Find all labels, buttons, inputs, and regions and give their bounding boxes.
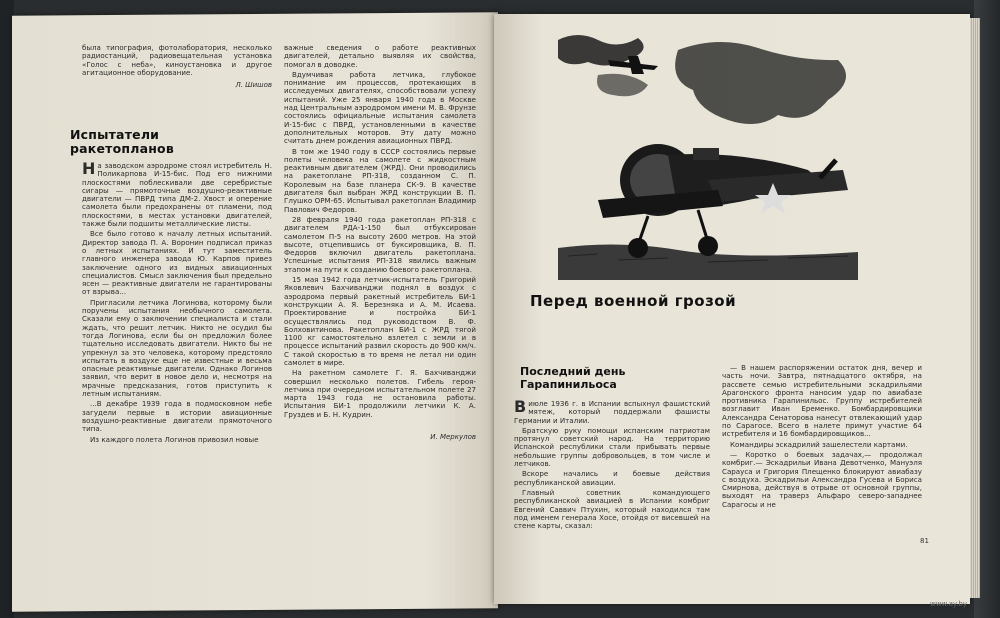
cloud-shapes: [558, 35, 846, 124]
left-col2-p2: Вдумчивая работа летчика, глубокое понимание им процессов, протекающих в исследуемых двигателях, способствовали успеху испытаний. Уже 25 января 1940 года в Москве над Центральным аэродромом имени М. В. Фрунзе состоялись официальные испытания самолета И-15-бис с ПВРД, установленными в качестве дополнительных моторов. Эту дату можно считать днем рождения авиационных ПВРД.: [284, 69, 476, 146]
left-col2-p4: 28 февраля 1940 года ракетоплан РП-318 с двигателем РДА-1-150 был отбуксирован самолетом П-5 на высоту 2600 метров. На этой высоте, отцепившись от буксировщика, В. П. Федоров включил двигатель ракетоплана. Успешные испытания РП-318 явились важным этапом на пути к созданию боевого ракетоплана.: [284, 214, 476, 274]
left-col1-p3: Пригласили летчика Логинова, которому были поручены испытания необычного самолета. Сказали ему о заключении специалиста и стали ждать, что решит летчик. Никто не осудил бы тогда Логинова, если бы он предложил более тщательно исследовать двигатели. Никто бы не упрекнул за это человека, которому предстояло испытать в воздухе еще не известные и весьма опасные реактивные двигатели. Однако Логинов заявил, что верит в новое дело и, несмотря на мрачные предсказания, готов приступить к летным испытаниям.: [82, 297, 272, 399]
left-col2-p3: В том же 1940 году в СССР состоялись первые полеты человека на самолете с жидкостным реактивным двигателем (ЖРД). Они проводились на ракетоплане РП-318, созданном С. П. Королевым на базе планера СК-9. В качестве двигателя был выбран ЖРД конструкции В. П. Глушко ОРМ-65. Испытывал ракетоплан Владимир Павлович Федоров.: [284, 146, 476, 214]
right-subheading: [520, 365, 625, 391]
left-col1-p4: ...В декабре 1939 года в подмосковном небе загудели первые в истории авиационные воздушно-реактивные двигатели прямоточного типа.: [82, 399, 272, 434]
left-col2-signature: И. Меркулов: [430, 433, 476, 442]
left-heading: [70, 128, 174, 156]
fighter-plane-illustration: [558, 30, 858, 280]
left-heading-line2: ракетопланов: [70, 141, 174, 156]
right-col1-p4: Главный советник командующего республиканской авиацией в Испании комбриг Евгений Саввич Птухин, который находился там под именем генерала Хосе, отойдя от висевшей на стене карты, сказал:: [514, 487, 710, 531]
left-col1-p1: а заводском аэродроме стоял истребитель Н. Поликарпова И-15-бис. Под его нижними плоскостями поблескивали две серебристые сигары — прямоточные воздушно-реактивные двигатели — ПВРД типа ДМ-2. Хвост и оперение самолета были предохранены от пламени, под плоскостями, в местах установки двигателей, также были подшиты металлические листы.: [82, 161, 272, 229]
right-subheading-line2: Гарапинильоса: [520, 378, 617, 391]
left-col1-p5: Из каждого полета Логинов привозил новые: [90, 434, 259, 444]
page-edges: [970, 18, 980, 598]
right-col2-p3: — Коротко о боевых задачах,— продолжал комбриг.— Эскадрильи Ивана Девотченко, Мануэля Сарауса и Григория Плещенко блокируют авиабазу с воздуха. Эскадрильи Александра Гусева и Бориса Смирнова, действуя в отрыве от основной группы, выходят на траверз Альфаро северо-западнее Сарагосы и не: [722, 449, 922, 509]
right-column-1: [514, 397, 710, 532]
left-dropcap: Н: [82, 159, 96, 178]
right-col2-p2: Командиры эскадрилий зашелестели картами.: [730, 439, 908, 449]
right-column-2: [722, 364, 922, 511]
left-col2-p6: На ракетном самолете Г. Я. Бахчиванджи совершил несколько полетов. Гибель героя-летчика при очередном испытательном полете 27 марта 1943 года не остановила работы. Испытания БИ-1 продолжили летчики К. А. Груздев и Б. Н. Кудрин.: [284, 368, 476, 419]
left-top-fragment: [82, 44, 272, 93]
fighter-plane: [598, 144, 848, 258]
left-col2-p1: важные сведения о работе реактивных двигателей, детально выявляя их свойства, помогал в доводке.: [284, 43, 476, 69]
right-col2-p1: — В нашем распоряжении остаток дня, вечер и часть ночи. Завтра, пятнадцатого октября, на рассвете семью истребительными эскадрильями Арагонского фронта наносим удар по авиабазе противника Гарапинильос. Группу истребителей возглавит Иван Еременко. Бомбардировщики Александра Сенаторова нанесут отвлекающий удар по Сарагосе. Всего в налете примут участие 64 истребителя и 16 бомбардировщиков...: [722, 363, 922, 439]
right-col1-p2: Братскую руку помощи испанским патриотам протянул советский народ. На территорию Испанской республики стали прибывать первые небольшие группы добровольцев, в том числе и летчиков.: [514, 425, 710, 469]
left-col1-p2: Все было готово к началу летных испытаний. Директор завода П. А. Воронин подписал приказ о летных испытаниях. И тут заместитель главного инженера завода Ю. Карпов привез заключение одного из видных авиационных специалистов. Смысл заключения был предельно ясен — реактивные двигатели не гарантированы от взрыва...: [82, 229, 272, 297]
watermark: www.ay.by: [930, 600, 968, 608]
right-dropcap: В: [514, 397, 527, 416]
left-column-2: [284, 44, 476, 445]
left-top-signature: Л. Шишов: [235, 81, 272, 90]
left-top-text: была типография, фотолаборатория, несколько радиостанций, радиовещательная установка «Голос с неба», киноустановка и другое агитационное оборудование.: [82, 43, 272, 77]
left-col2-p5: 15 мая 1942 года летчик-испытатель Григорий Яковлевич Бахчиванджи поднял в воздух с аэродрома первый ракетный истребитель БИ-1 конструкции А. Я. Березняка и А. М. Исаева. Проектирование и постройка БИ-1 осуществлялись под руководством В. Ф. Болховитинова. Ракетоплан БИ-1 с ЖРД тягой 1100 кг самостоятельно взлетел с земли и в процессе испытаний развил скорость до 900 км/ч. С такой скоростью в то время не летал ни один самолет в мире.: [284, 275, 476, 367]
right-main-title: Перед военной грозой: [530, 292, 737, 310]
right-col1-p1: июле 1936 г. в Испании вспыхнул фашистский мятеж, который поддержали фашисты Германии и Италии.: [514, 399, 710, 425]
right-subheading-line1: Последний день: [520, 365, 626, 378]
left-column-1: [82, 159, 272, 446]
left-heading-line1: Испытатели: [70, 127, 160, 142]
right-col1-p3: Вскоре начались и боевые действия республиканской авиации.: [514, 469, 710, 487]
page-number: 81: [920, 537, 929, 545]
